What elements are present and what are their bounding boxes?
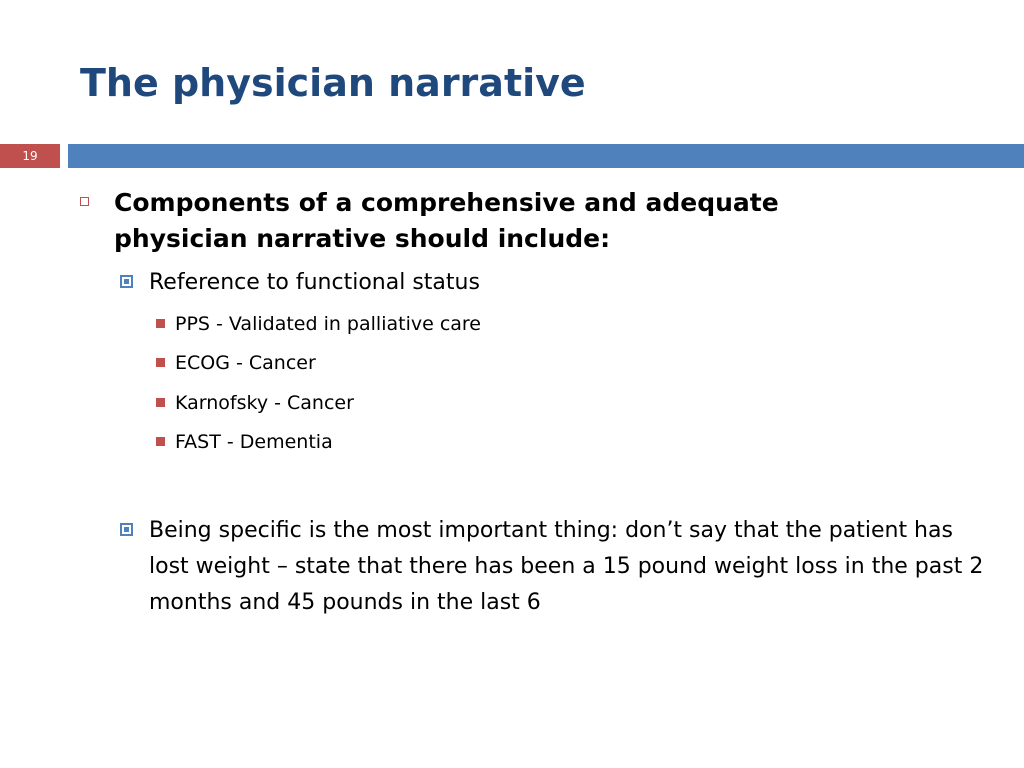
list-item-text: PPS - Validated in palliative care	[175, 313, 481, 335]
boxed-square-bullet-icon	[120, 275, 133, 288]
list-item-text: FAST - Dementia	[175, 431, 333, 453]
main-bullet-text: Components of a comprehensive and adequate physician narrative should include:	[114, 188, 779, 253]
list-item	[156, 389, 756, 417]
sub-bullet-functional-status	[120, 265, 1000, 301]
list-item	[156, 428, 756, 456]
list-item-text: Karnofsky - Cancer	[175, 392, 354, 414]
main-bullet	[80, 185, 940, 257]
list-item	[156, 310, 756, 338]
slide-number: 19	[0, 144, 60, 168]
filled-square-bullet-icon	[156, 358, 165, 367]
header-divider-bar	[68, 144, 1024, 168]
list-item-text: ECOG - Cancer	[175, 352, 316, 374]
filled-square-bullet-icon	[156, 319, 165, 328]
sub-bullet-text: Being specific is the most important thing: don’t say that the patient has lost weight – state that there has been a 15 pound weight loss in the past 2 months and 45 pounds in the last 6	[149, 518, 984, 615]
hollow-square-bullet-icon	[80, 197, 89, 206]
list-item	[156, 349, 756, 377]
filled-square-bullet-icon	[156, 437, 165, 446]
boxed-square-bullet-icon	[120, 523, 133, 536]
filled-square-bullet-icon	[156, 398, 165, 407]
sub-bullet-text: Reference to functional status	[149, 270, 480, 295]
sub-bullet-being-specific	[120, 513, 1000, 621]
slide-title: The physician narrative	[80, 61, 586, 105]
